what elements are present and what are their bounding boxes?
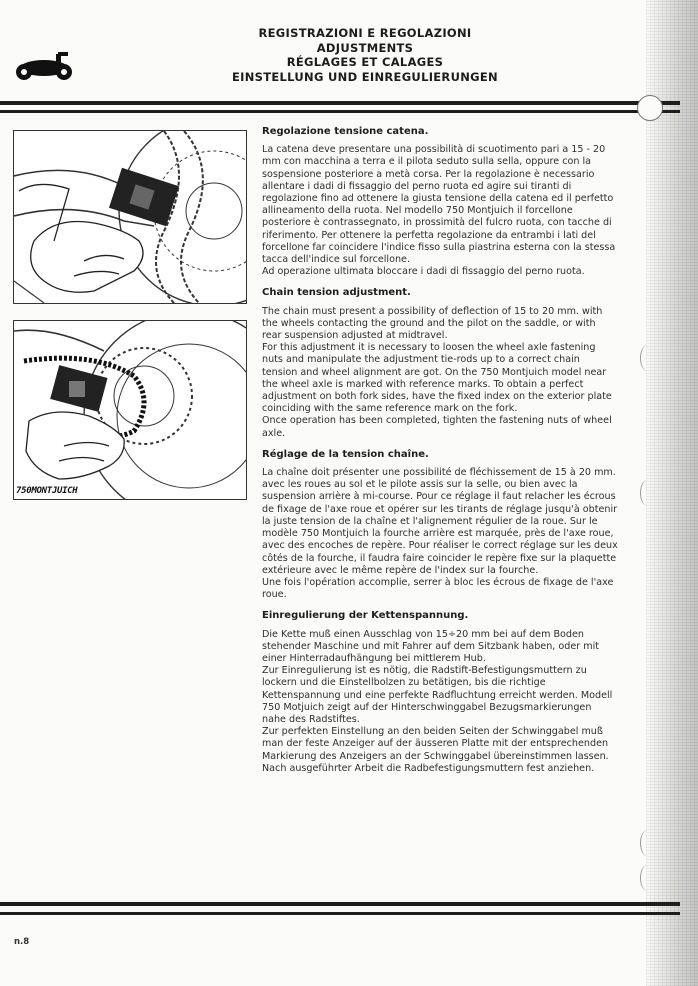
page-number: n.8 bbox=[14, 937, 30, 947]
section-french bbox=[262, 449, 618, 601]
section-italian bbox=[262, 126, 618, 278]
header-title-en: ADJUSTMENTS bbox=[316, 40, 414, 55]
binder-ring-hole bbox=[637, 95, 663, 121]
wheel-axle-drawing bbox=[14, 321, 246, 499]
paragraph: The chain must present a possibility of deflection of 15 to 20 mm. with the wheels contacting the ground and the pilot on the saddle, or with rear suspension adjusted at midtravel. bbox=[262, 305, 603, 342]
binder-ring-mark bbox=[640, 480, 655, 506]
paragraph: Zur Einregulierung ist es nötig, die Radstift-Befestigungsmuttern zu lockern und die Einstellbolzen zu betätigen, bis die richtige Kettenspannung und eine perfekte Radfluchtung erreicht werden. Modell 750 Motjuich zeigt auf der Hinterschwinggabel Bezugsmarkierungen nahe des Radstiftes. bbox=[262, 665, 613, 725]
section-english bbox=[262, 287, 618, 439]
motorcycle-logo bbox=[14, 50, 74, 82]
page-header bbox=[150, 26, 580, 84]
section-title: Regolazione tensione catena. bbox=[262, 126, 429, 137]
paragraph: For this adjustment it is necessary to loosen the wheel axle fastening nuts and manipulate the adjustment tie-rods up to a correct chain tension and wheel alignment are got. On the 750 Montjuich model near the wheel axle is marked with reference marks. To obtain a perfect adjustment on both fork sides, have the fixed index on the exterior plate coinciding with the same reference mark on the fork. bbox=[262, 342, 612, 415]
section-title: Einregulierung der Kettenspannung. bbox=[262, 610, 469, 622]
paragraph: La catena deve presentare una possibilità di scuotimento pari a 15 - 20 mm con macchina a terra e il pilota seduto sulla sella, oppure con la sospensione posteriore a metà corsa. Per la regolazione è necessario allentare i dadi di fissaggio del perno ruota ed agire sui tiranti di regolazione fino ad ottenere la giusta tensione della catena ed il perfetto allineamento della ruota. Nel modello 750 Montjuich il forcellone posteriore è contrassegnato, in prossimità del fulcro ruota, con tacche di riferimento. Per ottenere la perfetta regolazione da entrambi i lati del forcellone far coincidere l'indice fisso sulla piastrina esterna con la stessa tacca dell'indice sul forcellone. bbox=[262, 144, 616, 266]
chain-adjuster-illustration-1 bbox=[13, 130, 247, 304]
paragraph: Ad operazione ultimata bloccare i dadi di fissaggio del perno ruota. bbox=[262, 266, 585, 278]
section-title: Réglage de la tension chaîne. bbox=[262, 448, 429, 460]
binder-ring-mark bbox=[640, 865, 655, 891]
header-title-it: REGISTRAZIONI E REGOLAZIONI bbox=[258, 26, 472, 40]
paragraph: Nach ausgeführter Arbeit die Radbefestigungsmuttern fest anziehen. bbox=[262, 762, 595, 774]
paragraph: Une fois l'opération accomplie, serrer à bloc les écrous de fixage de l'axe roue. bbox=[262, 576, 614, 601]
footer-rule-thin bbox=[0, 912, 680, 915]
paragraph: Once operation has been completed, tighten the fastening nuts of wheel axle. bbox=[262, 415, 612, 439]
section-german bbox=[262, 610, 618, 775]
figure-caption: 750MONTJUICH bbox=[16, 486, 78, 496]
section-title: Chain tension adjustment. bbox=[262, 287, 411, 299]
paragraph: Zur perfekten Einstellung an den beiden Seiten der Schwinggabel muß man der feste Anzeiger auf der äusseren Platte mit der entsprechenden Markierung des Anzeigers an der Schwinggabel übereinstimmen lassen. bbox=[262, 726, 609, 762]
footer-rule-thick bbox=[0, 902, 680, 906]
paragraph: Die Kette muß einen Ausschlag von 15÷20 mm bei auf dem Boden stehender Maschine und mit Fahrer auf dem Sitzbank haben, oder mit einer Hinterradaufhängung bei mittlerem Hub. bbox=[262, 628, 600, 664]
instructions-column bbox=[262, 126, 618, 784]
header-title-de: EINSTELLUNG UND EINREGULIERUNGEN bbox=[232, 69, 498, 84]
chain-adjuster-illustration-2 bbox=[13, 320, 247, 500]
paragraph: La chaîne doit présenter une possibilité de fléchissement de 15 à 20 mm. avec les roues au sol et le pilote assis sur la selle, ou bien avec la suspension arrière à mi-course. Pour ce réglage il faut relacher les écrous de fixage de l'axe roue et opérer sur les tirants de réglage jusqu'à obtenir la juste tension de la chaîne et l'alignement régulier de la roue. Sur le modèle 750 Montjuich la fourche arrière est marquée, près de l'axe roue, avec des encoches de repère. Pour réaliser le correct réglage sur les deux côtés de la fourche, il faudra faire coincider le repère fixe sur la plaquette extérieure avec le même repère de l'index sur la fourche. bbox=[262, 467, 618, 576]
binder-ring-mark bbox=[640, 345, 655, 371]
header-rule-thin bbox=[0, 110, 680, 113]
chain-adjuster-drawing bbox=[14, 131, 246, 303]
header-rule-thick bbox=[0, 101, 680, 105]
header-title-fr: RÉGLAGES ET CALAGES bbox=[286, 55, 444, 69]
binder-ring-mark bbox=[640, 830, 655, 856]
